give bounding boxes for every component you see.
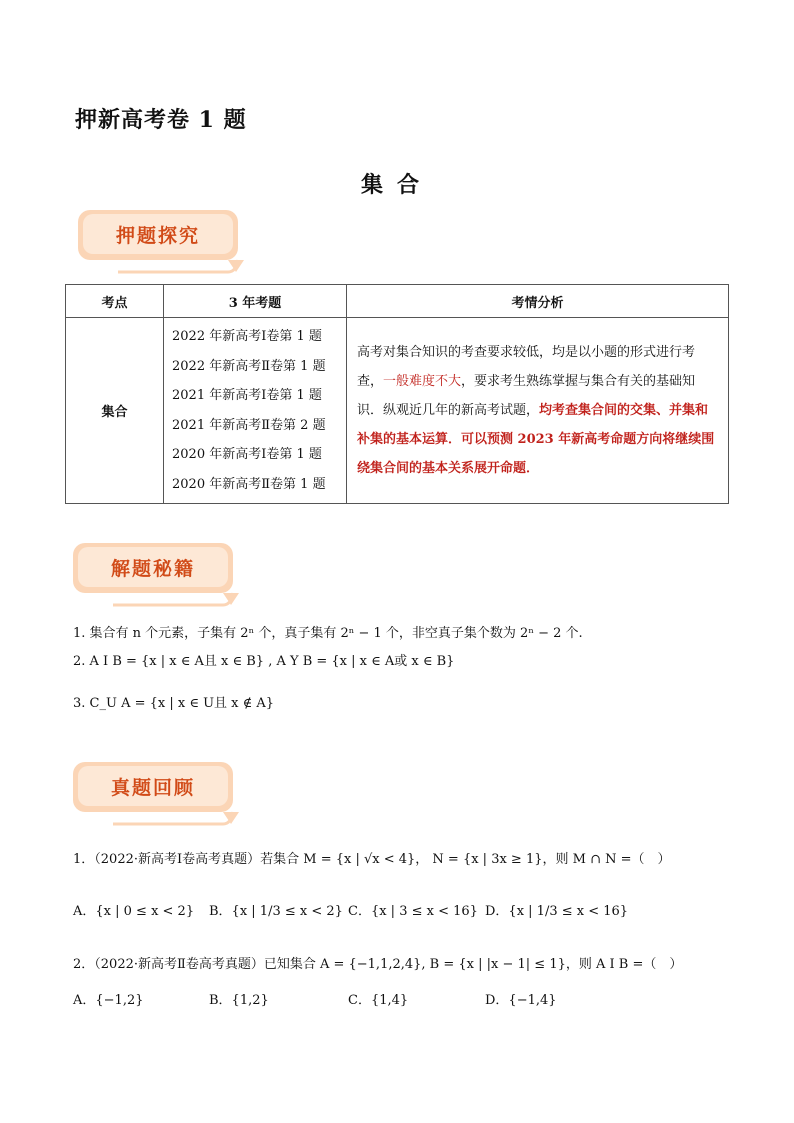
q1-option-a: A．{x | 0 ≤ x < 2} xyxy=(73,904,195,919)
q1-option-c: C．{x | 3 ≤ x < 16} xyxy=(348,904,478,919)
question-2-stem: 2．（2022·新高考Ⅱ卷高考真题）已知集合 A = {−1,1,2,4}, B = {x | |x − 1| ≤ 1}，则 A I B =（ ） xyxy=(73,957,683,972)
section-badge-label: 解题秘籍 xyxy=(78,547,228,587)
table-header-row xyxy=(66,285,729,318)
doc-title: 押新高考卷 1 题 xyxy=(75,107,247,133)
analysis-highlight-bold: 均考查集合间的交集、并集和补集的基本运算．可以预测 2023 年新高考命题方向将继续围绕集合间的基本关系展开命题． xyxy=(357,403,715,476)
tip-item: 3. C_U A = {x | x ∈ U且 x ∉ A} xyxy=(73,696,275,711)
year-item: 2021 年新高考Ⅱ卷第 2 题 xyxy=(172,417,326,433)
q2-option-c: C．{1,4} xyxy=(348,993,409,1008)
table-header: 考点 xyxy=(66,285,164,318)
q2-option-b: B．{1,2} xyxy=(209,993,269,1008)
badge-pointer-icon xyxy=(78,210,250,282)
analysis-table xyxy=(65,284,729,504)
year-item: 2021 年新高考Ⅰ卷第 1 题 xyxy=(172,388,322,403)
table-header: 3 年考题 xyxy=(164,285,347,318)
year-item: 2022 年新高考Ⅱ卷第 1 题 xyxy=(172,358,326,374)
section-badge-label: 真题回顾 xyxy=(78,766,228,806)
question-1-stem: 1．（2022·新高考Ⅰ卷高考真题）若集合 M = {x | √x < 4}， N = {x | 3x ≥ 1}，则 M ∩ N =（ ） xyxy=(73,852,671,867)
section-badge-review xyxy=(73,762,245,834)
topic-cell: 集合 xyxy=(66,318,164,504)
section-badge-label: 押题探究 xyxy=(83,214,233,254)
analysis-cell xyxy=(347,318,729,504)
table-row xyxy=(66,318,729,504)
q1-option-d: D．{x | 1/3 ≤ x < 16} xyxy=(485,904,629,919)
analysis-text: 高考对集合知识的考查要求较低，均是以小题的形式进行考查， xyxy=(357,345,696,389)
section-badge-tips xyxy=(73,543,245,615)
q2-option-a: A．{−1,2} xyxy=(73,993,144,1008)
analysis-text: ，要求考生熟练掌握与集合有关的基础知识．纵观近几年的新高考试题， xyxy=(357,374,696,418)
years-cell xyxy=(164,318,347,504)
badge-pointer-icon xyxy=(73,762,245,834)
analysis-highlight: 一般难度不大 xyxy=(383,374,462,389)
table-header: 考情分析 xyxy=(347,285,729,318)
section-badge-explore xyxy=(78,210,250,282)
year-item: 2020 年新高考Ⅱ卷第 1 题 xyxy=(172,476,326,492)
tip-item: 1. 集合有 n 个元素，子集有 2ⁿ 个，真子集有 2ⁿ − 1 个，非空真子集个数为 2ⁿ − 2 个. xyxy=(73,626,583,641)
main-title: 集合 xyxy=(360,172,433,198)
year-item: 2022 年新高考Ⅰ卷第 1 题 xyxy=(172,329,322,344)
q2-option-d: D．{−1,4} xyxy=(485,993,557,1008)
year-item: 2020 年新高考Ⅰ卷第 1 题 xyxy=(172,447,322,462)
badge-pointer-icon xyxy=(73,543,245,615)
tip-item: 2. A I B = {x | x ∈ A且 x ∈ B} , A Y B = {x | x ∈ A或 x ∈ B} xyxy=(73,654,455,669)
q1-option-b: B．{x | 1/3 ≤ x < 2} xyxy=(209,904,343,919)
